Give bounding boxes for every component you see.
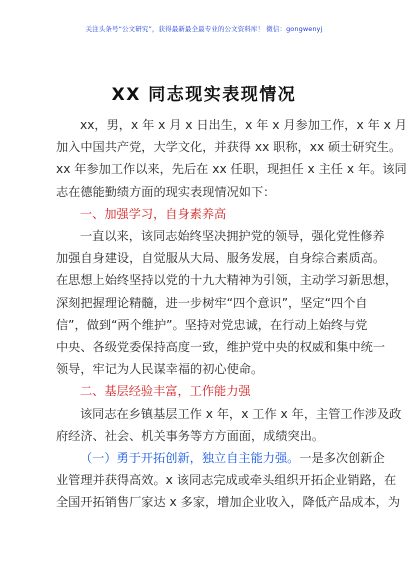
- body-text-line: 业管理并获得高效。x 该同志完成或牵头组织开拓企业销路，在: [56, 473, 397, 488]
- document-title: XX 同志现实表现情况: [111, 85, 297, 105]
- body-text-line: xx 年参加工作以来，先后在 xx 任职，现担任 x 主任 x 年。该同: [56, 162, 407, 177]
- body-text-line: 加强自身建设，自觉服从大局、服务发展，自身综合素质高。: [56, 251, 386, 266]
- subsection-heading: （一）勇于开拓创新，独立自主能力强。: [80, 451, 300, 466]
- body-text-line: 中央、各级党委保持高度一致，维护党中央的权威和集中统一: [56, 340, 386, 355]
- body-text-line: 该同志在乡镇基层工作 x 年，x 工作 x 年，主管工作涉及政: [80, 406, 402, 421]
- body-text-line: 领导，牢记为人民谋幸福的初心使命。: [56, 362, 264, 377]
- promo-banner: 关注头条号“公文研究”，获得最新最全最专业的公文资料库！ 微信：gongwenyj: [85, 25, 323, 33]
- body-text-line: 信”，做到“两个维护”。坚持对党忠诚，在行动上始终与党: [56, 317, 368, 332]
- body-text-line: xx，男，x 年 x 月 x 日出生，x 年 x 月参加工作，x 年 x 月: [80, 118, 407, 132]
- section-heading: 二、基层经验丰富，工作能力强: [80, 384, 251, 399]
- body-text-line: 志在德能勤绩方面的现实表现情况如下：: [56, 184, 276, 199]
- body-text-line: 府经济、社会、机关事务等方方面面，成绩突出。: [56, 428, 325, 443]
- body-text-line: 全国开拓销售厂家达 x 多家，增加企业收入，降低产品成本，为: [56, 495, 401, 510]
- body-text-line: 一直以来，该同志始终坚决拥护党的领导，强化党性修养: [80, 229, 385, 244]
- body-text-line: 在思想上始终坚持以党的十九大精神为引领，主动学习新思想，: [56, 273, 398, 288]
- body-text-line: 深刻把握理论精髓，进一步树牢“四个意识”，坚定“四个自: [56, 295, 368, 310]
- section-heading: 一、加强学习，自身素养高: [80, 206, 227, 221]
- subsection-text: 一是多次创新企: [299, 451, 385, 466]
- document-body: [56, 114, 407, 514]
- subsection-line: [56, 447, 385, 469]
- body-text-line: 加入中国共产党，大学文化，并获得 xx 职称，xx 硕士研究生。: [56, 140, 402, 155]
